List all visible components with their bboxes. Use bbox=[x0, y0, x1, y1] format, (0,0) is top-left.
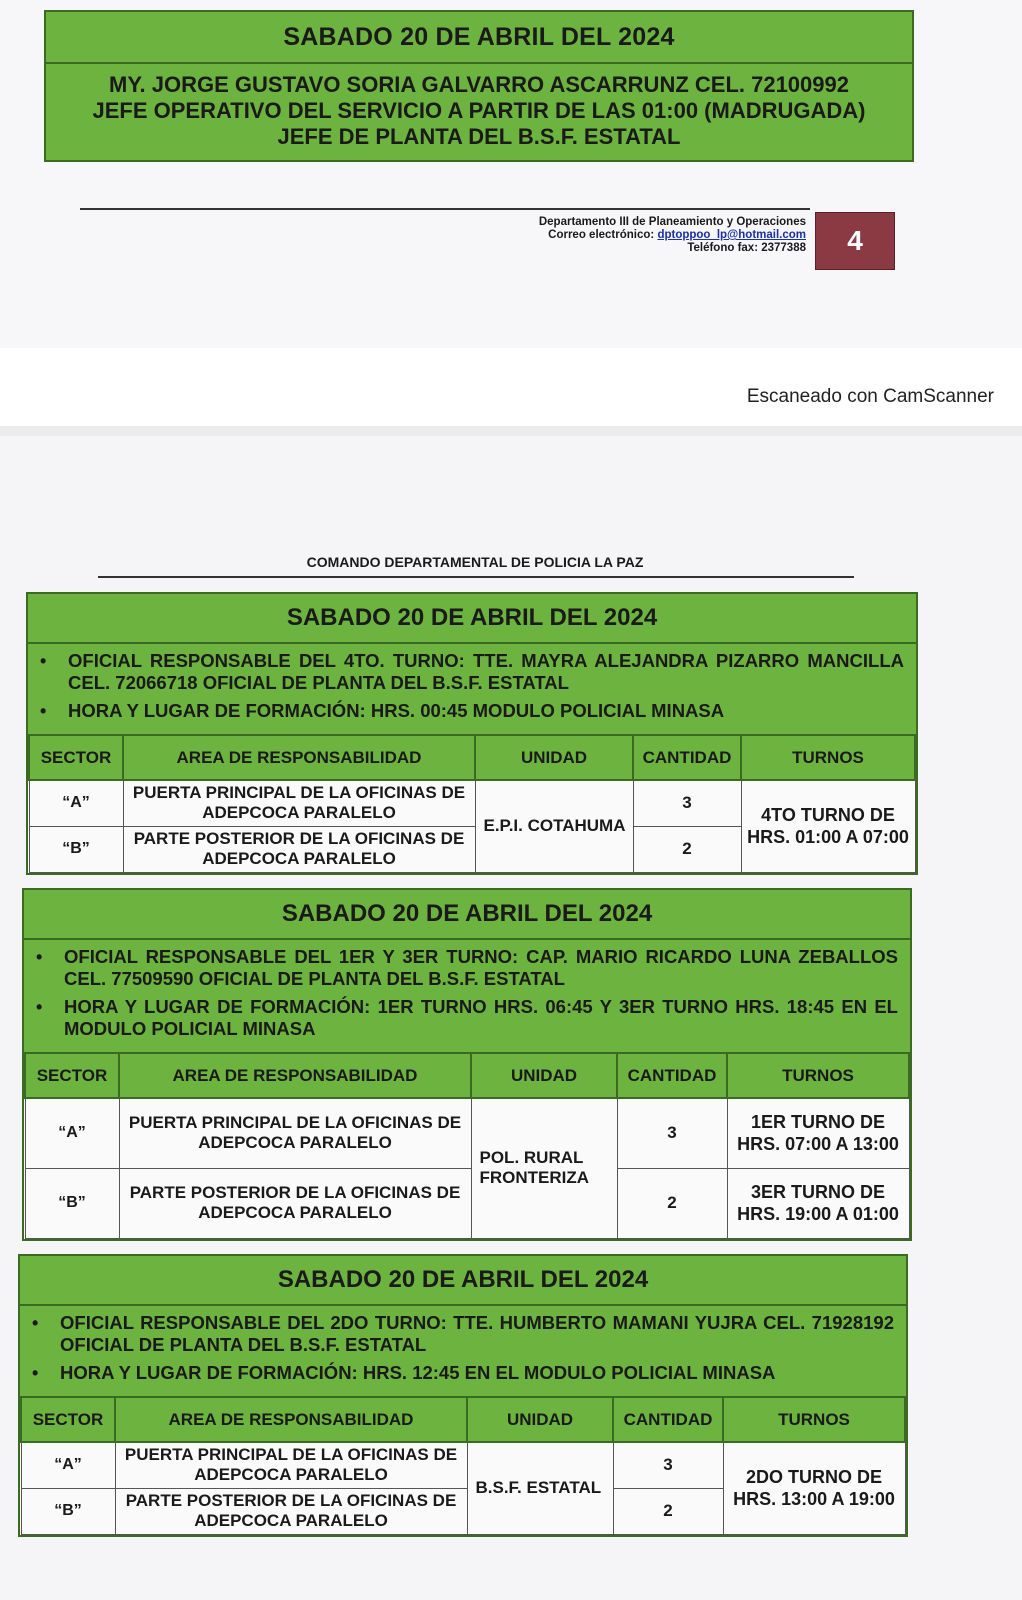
table-header-row bbox=[21, 1398, 905, 1442]
block-info bbox=[28, 644, 916, 736]
department-phone: Teléfono fax: 2377388 bbox=[687, 242, 806, 254]
sector-cell: “A” bbox=[21, 1442, 115, 1488]
cantidad-cell: 2 bbox=[633, 826, 741, 872]
table-row bbox=[29, 780, 915, 826]
turnos-cell: 4TO TURNO DE HRS. 01:00 A 07:00 bbox=[741, 780, 915, 872]
shift-block-4to bbox=[26, 592, 918, 875]
cantidad-cell: 3 bbox=[617, 1098, 727, 1168]
area-cell: PARTE POSTERIOR DE LA OFICINAS DE ADEPCOCA PARALELO bbox=[115, 1488, 467, 1534]
cantidad-cell: 3 bbox=[633, 780, 741, 826]
assignment-table bbox=[28, 736, 916, 873]
department-footer bbox=[420, 216, 806, 255]
chief-info-body bbox=[46, 64, 912, 150]
table-row bbox=[25, 1168, 909, 1238]
email-link[interactable]: dptoppoo_lp@hotmail.com bbox=[657, 229, 806, 241]
cantidad-cell: 2 bbox=[617, 1168, 727, 1238]
area-cell: PUERTA PRINCIPAL DE LA OFICINAS DE ADEPCOCA PARALELO bbox=[115, 1442, 467, 1488]
sector-cell: “A” bbox=[25, 1098, 119, 1168]
table-row bbox=[21, 1442, 905, 1488]
table-header-row bbox=[25, 1054, 909, 1098]
area-cell: PARTE POSTERIOR DE LA OFICINAS DE ADEPCOCA PARALELO bbox=[119, 1168, 471, 1238]
chief-role-line: JEFE OPERATIVO DEL SERVICIO A PARTIR DE LAS 01:00 (MADRUGADA) bbox=[92, 98, 866, 123]
unidad-cell: B.S.F. ESTATAL bbox=[467, 1442, 613, 1534]
cantidad-cell: 3 bbox=[613, 1442, 723, 1488]
header-unidad: UNIDAD bbox=[467, 1398, 613, 1442]
header-cantidad: CANTIDAD bbox=[613, 1398, 723, 1442]
header-cantidad: CANTIDAD bbox=[617, 1054, 727, 1098]
assignment-table bbox=[20, 1398, 906, 1535]
command-rule bbox=[98, 576, 854, 578]
date-title: SABADO 20 DE ABRIL DEL 2024 bbox=[46, 12, 912, 64]
block-info bbox=[20, 1306, 906, 1398]
department-email-line bbox=[420, 229, 806, 242]
area-cell: PUERTA PRINCIPAL DE LA OFICINAS DE ADEPCOCA PARALELO bbox=[123, 780, 475, 826]
scanned-page-bottom bbox=[0, 436, 1022, 1600]
email-label: Correo electrónico: bbox=[548, 229, 655, 241]
formation-info: • HORA Y LUGAR DE FORMACIÓN: 1ER TURNO HRS. 06:45 Y 3ER TURNO HRS. 18:45 EN EL MODULO POLICIAL MINASA bbox=[64, 996, 898, 1040]
area-cell: PARTE POSTERIOR DE LA OFICINAS DE ADEPCOCA PARALELO bbox=[123, 826, 475, 872]
unidad-cell: E.P.I. COTAHUMA bbox=[475, 780, 633, 872]
sector-cell: “B” bbox=[21, 1488, 115, 1534]
scanner-footer bbox=[0, 348, 1022, 426]
header-area: AREA DE RESPONSABILIDAD bbox=[119, 1054, 471, 1098]
block-title: SABADO 20 DE ABRIL DEL 2024 bbox=[28, 594, 916, 644]
footer-rule bbox=[80, 208, 810, 210]
header-unidad: UNIDAD bbox=[475, 736, 633, 780]
block-title: SABADO 20 DE ABRIL DEL 2024 bbox=[20, 1256, 906, 1306]
officer-responsible: • OFICIAL RESPONSABLE DEL 1ER Y 3ER TURNO: CAP. MARIO RICARDO LUNA ZEBALLOS CEL. 77509590 OFICIAL DE PLANTA DEL B.S.F. ESTATAL bbox=[64, 946, 898, 990]
sector-cell: “A” bbox=[29, 780, 123, 826]
officer-responsible: • OFICIAL RESPONSABLE DEL 2DO TURNO: TTE. HUMBERTO MAMANI YUJRA CEL. 71928192 OFICIAL DE PLANTA DEL B.S.F. ESTATAL bbox=[60, 1312, 894, 1356]
scanned-page-top bbox=[0, 0, 1022, 348]
assignment-table bbox=[24, 1054, 910, 1239]
header-turnos: TURNOS bbox=[723, 1398, 905, 1442]
formation-info: • HORA Y LUGAR DE FORMACIÓN: HRS. 12:45 EN EL MODULO POLICIAL MINASA bbox=[60, 1362, 894, 1384]
header-turnos: TURNOS bbox=[741, 736, 915, 780]
turnos-cell: 3ER TURNO DE HRS. 19:00 A 01:00 bbox=[727, 1168, 909, 1238]
header-sector: SECTOR bbox=[21, 1398, 115, 1442]
header-unidad: UNIDAD bbox=[471, 1054, 617, 1098]
header-sector: SECTOR bbox=[29, 736, 123, 780]
cantidad-cell: 2 bbox=[613, 1488, 723, 1534]
sector-cell: “B” bbox=[29, 826, 123, 872]
area-cell: PUERTA PRINCIPAL DE LA OFICINAS DE ADEPCOCA PARALELO bbox=[119, 1098, 471, 1168]
chief-plant-line: JEFE DE PLANTA DEL B.S.F. ESTATAL bbox=[277, 124, 681, 149]
header-cantidad: CANTIDAD bbox=[633, 736, 741, 780]
header-area: AREA DE RESPONSABILIDAD bbox=[123, 736, 475, 780]
header-sector: SECTOR bbox=[25, 1054, 119, 1098]
turnos-cell: 2DO TURNO DE HRS. 13:00 A 19:00 bbox=[723, 1442, 905, 1534]
formation-info: • HORA Y LUGAR DE FORMACIÓN: HRS. 00:45 MODULO POLICIAL MINASA bbox=[68, 700, 904, 722]
chief-name-line: MY. JORGE GUSTAVO SORIA GALVARRO ASCARRUNZ CEL. 72100992 bbox=[109, 72, 849, 97]
chief-info-box bbox=[44, 10, 914, 162]
unidad-cell: POL. RURAL FRONTERIZA bbox=[471, 1098, 617, 1238]
sector-cell: “B” bbox=[25, 1168, 119, 1238]
department-name: Departamento III de Planeamiento y Operaciones bbox=[538, 216, 806, 228]
header-area: AREA DE RESPONSABILIDAD bbox=[115, 1398, 467, 1442]
header-turnos: TURNOS bbox=[727, 1054, 909, 1098]
table-row bbox=[25, 1098, 909, 1168]
turnos-cell: 1ER TURNO DE HRS. 07:00 A 13:00 bbox=[727, 1098, 909, 1168]
shift-block-1er-3er bbox=[22, 888, 912, 1241]
block-title: SABADO 20 DE ABRIL DEL 2024 bbox=[24, 890, 910, 940]
shift-block-2do bbox=[18, 1254, 908, 1537]
scanner-watermark: Escaneado con CamScanner bbox=[746, 386, 994, 407]
table-header-row bbox=[29, 736, 915, 780]
officer-responsible: • OFICIAL RESPONSABLE DEL 4TO. TURNO: TTE. MAYRA ALEJANDRA PIZARRO MANCILLA CEL. 72066718 OFICIAL DE PLANTA DEL B.S.F. ESTATAL bbox=[68, 650, 904, 694]
page-number-badge: 4 bbox=[815, 212, 895, 270]
block-info bbox=[24, 940, 910, 1054]
command-heading: COMANDO DEPARTAMENTAL DE POLICIA LA PAZ bbox=[306, 554, 644, 570]
